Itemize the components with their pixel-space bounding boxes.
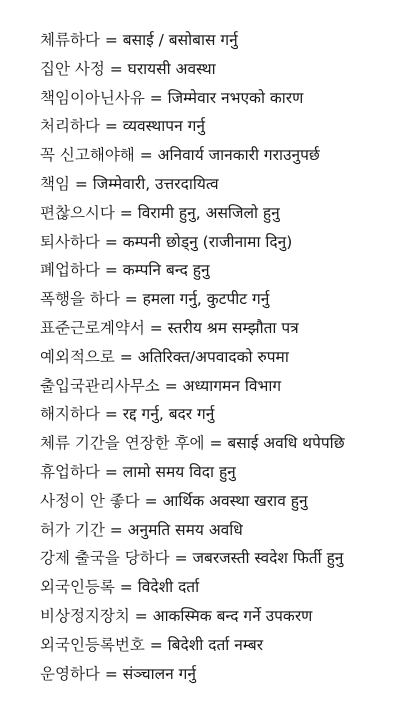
- equals-separator: =: [134, 146, 158, 165]
- nepali-meaning: आर्थिक अवस्था खराव हुनु: [162, 491, 308, 510]
- vocab-row-3: [40, 84, 397, 113]
- korean-term: 퇴사하다: [40, 232, 100, 251]
- korean-term: 해지하다: [40, 405, 100, 424]
- nepali-meaning: अध्यागमन विभाग: [182, 376, 282, 395]
- nepali-meaning: अनुमति समय अवधि: [127, 520, 243, 539]
- nepali-meaning: बसाई अवधि थपेपछि: [227, 434, 345, 453]
- vocab-row-23: [40, 660, 397, 689]
- equals-separator: =: [99, 31, 123, 49]
- vocab-row-9: [40, 256, 397, 285]
- equals-separator: =: [69, 174, 93, 193]
- korean-term: 운영하다: [40, 664, 100, 683]
- nepali-meaning: व्यवस्थापन गर्नु: [122, 117, 205, 136]
- korean-term: 예외적으로: [40, 347, 115, 366]
- nepali-meaning: आकस्मिक बन्द गर्ने उपकरण: [152, 606, 313, 625]
- vocab-row-15: [40, 429, 397, 458]
- korean-term: 꼭 신고해야해: [40, 146, 135, 165]
- equals-separator: =: [114, 578, 138, 597]
- korean-term: 휴업하다: [40, 462, 100, 481]
- equals-separator: =: [119, 290, 143, 309]
- nepali-meaning: स्तरीय श्रम सम्झौता पत्र: [167, 318, 299, 337]
- vocab-row-19: [40, 544, 397, 573]
- nepali-meaning: जिम्मेवार नभएको कारण: [167, 88, 304, 107]
- nepali-meaning: रद्द गर्नु, बदर गर्नु: [122, 405, 215, 424]
- vocab-row-13: [40, 372, 397, 401]
- nepali-meaning: बसाई / बसोबास गर्नु: [122, 31, 238, 49]
- equals-separator: =: [144, 88, 168, 107]
- equals-separator: =: [99, 117, 123, 136]
- nepali-meaning: घरायसी अवस्था: [127, 59, 216, 78]
- equals-separator: =: [139, 491, 163, 510]
- nepali-meaning: संञ्चालन गर्नु: [122, 664, 197, 683]
- korean-term: 처리하다: [40, 117, 100, 136]
- vocab-row-11: [40, 314, 397, 343]
- equals-separator: =: [99, 261, 123, 280]
- korean-term: 폐업하다: [40, 261, 100, 280]
- vocab-row-21: [40, 602, 397, 631]
- vocab-row-20: [40, 573, 397, 602]
- equals-separator: =: [114, 347, 138, 366]
- korean-term: 출입국관리사무소: [40, 376, 160, 395]
- nepali-meaning: कम्पनि बन्द हुनु: [122, 261, 210, 280]
- vocab-row-7: [40, 199, 397, 228]
- equals-separator: =: [99, 405, 123, 424]
- korean-term: 허가 기간: [40, 520, 105, 539]
- korean-term: 편찮으시다: [40, 203, 115, 222]
- vocab-row-4: [40, 112, 397, 141]
- nepali-meaning: बिदेशी दर्ता नम्बर: [167, 635, 264, 654]
- korean-term: 비상정지장치: [40, 606, 130, 625]
- nepali-meaning: जिम्मेवारी, उत्तरदायित्व: [92, 174, 219, 193]
- korean-term: 외국인등록: [40, 578, 115, 597]
- nepali-meaning: कम्पनी छोड्नु (राजीनामा दिनु): [122, 232, 293, 251]
- nepali-meaning: हमला गर्नु, कुटपीट गर्नु: [142, 290, 270, 309]
- vocab-row-22: [40, 631, 397, 660]
- nepali-meaning: विदेशी दर्ता: [137, 578, 200, 597]
- vocab-row-16: [40, 458, 397, 487]
- vocab-row-8: [40, 228, 397, 257]
- korean-term: 책임: [40, 174, 70, 193]
- korean-term: 폭행을 하다: [40, 290, 120, 309]
- korean-term: 외국인등록번호: [40, 635, 145, 654]
- equals-separator: =: [204, 434, 228, 453]
- vocabulary-list: [40, 26, 397, 688]
- korean-term: 사정이 안 좋다: [40, 491, 140, 510]
- vocab-row-10: [40, 285, 397, 314]
- korean-term: 체류하다: [40, 31, 100, 49]
- korean-term: 표준근로계약서: [40, 318, 145, 337]
- vocab-row-6: [40, 170, 397, 199]
- equals-separator: =: [159, 376, 183, 395]
- nepali-meaning: लामो समय विदा हुनु: [122, 462, 236, 481]
- vocab-row-14: [40, 400, 397, 429]
- vocab-row-2: [40, 55, 397, 84]
- equals-separator: =: [99, 664, 123, 683]
- equals-separator: =: [129, 606, 153, 625]
- equals-separator: =: [99, 462, 123, 481]
- vocab-row-5: [40, 141, 397, 170]
- equals-separator: =: [144, 635, 168, 654]
- vocab-row-17: [40, 487, 397, 516]
- equals-separator: =: [144, 318, 168, 337]
- korean-term: 강제 출국을 당하다: [40, 549, 170, 568]
- vocab-row-18: [40, 516, 397, 545]
- korean-term: 체류 기간을 연장한 후에: [40, 434, 205, 453]
- korean-term: 책임이아닌사유: [40, 88, 145, 107]
- equals-separator: =: [104, 59, 128, 78]
- vocab-row-12: [40, 343, 397, 372]
- nepali-meaning: अनिवार्य जानकारी गराउनुपर्छ: [157, 146, 320, 165]
- nepali-meaning: अतिरिक्त/अपवादको रुपमा: [137, 347, 289, 366]
- nepali-meaning: विरामी हुनु, असजिलो हुनु: [137, 203, 280, 222]
- equals-separator: =: [104, 520, 128, 539]
- vocab-row-1: [40, 26, 397, 55]
- equals-separator: =: [169, 549, 193, 568]
- equals-separator: =: [114, 203, 138, 222]
- nepali-meaning: जबरजस्ती स्वदेश फिर्ती हुनु: [192, 549, 344, 568]
- korean-term: 집안 사정: [40, 59, 105, 78]
- equals-separator: =: [99, 232, 123, 251]
